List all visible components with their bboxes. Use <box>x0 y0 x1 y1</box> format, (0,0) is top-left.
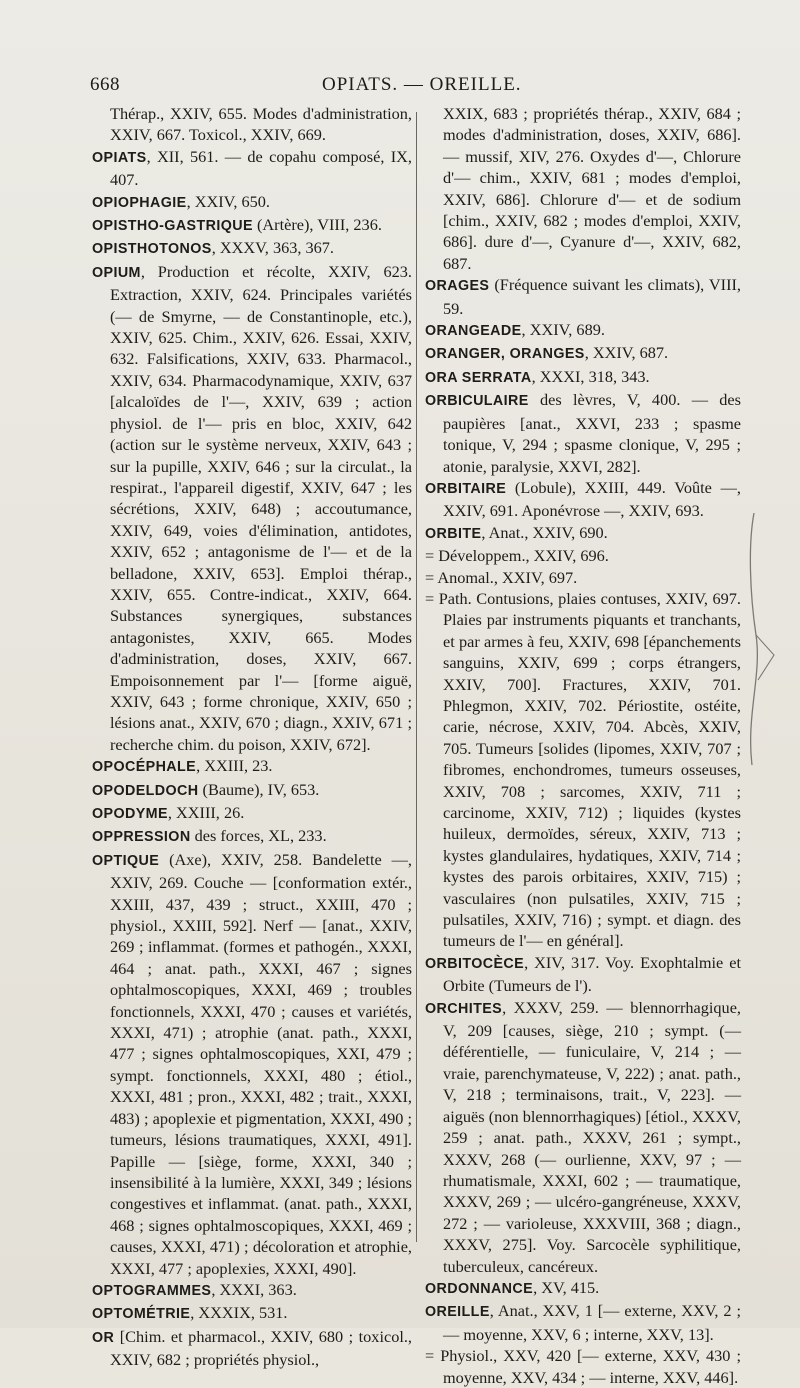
entry-headword: ORAGES <box>425 278 490 295</box>
entry-text: , XXIV, 687. <box>584 343 669 363</box>
index-entry <box>92 1279 412 1302</box>
entry-text: = Path. Contusions, plaies contuses, XXIV, 697. Plaies par instruments piquants et tranchants, et par armes à feu, XXIV, 698 [épanchements sanguins, XXIV, 699 ; corps étrangers, XXIV, 700]. Fractures, XXIV, 701. Phlegmon, XXIV, 702. Périostite, ostéite, carie, nécrose, XXIV, 704. Abcès, XXIV, 705. Tumeurs [solides (lipomes, XXIV, 707 ; fibromes, enchondromes, tumeurs osseuses, XXIV, 708 ; sarcomes, XXIV, 711 ; carcinome, XXIV, 712) ; liquides (kystes huileux, dermoïdes, séreux, XXIV, 713 ; kystes glandulaires, hydatiques, XXIV, 714 ; kystes des parois orbitaires, XXIV, 715) ; vasculaires (non pulsatiles, XXIV, 715 ; pulsatiles, XXIV, 716) ; sympt. et diagn. des tumeurs de l'— en général]. <box>425 588 741 951</box>
entry-headword: OPISTHOTONOS <box>92 241 212 258</box>
entry-text: (Axe), XXIV, 258. Bandelette —, XXIV, 269. Couche — [conformation extér., XXIII, 437, 439 ; struct., XXIII, 470 ; physiol., XXIII, 592]. Nerf — [anat., XXIV, 269 ; inflammat. (formes et pathogén., XXXI, 464 ; anat. path., XXXI, 467 ; signes ophtalmoscopiques, XXXI, 469 ; troubles fonctionnels, XXXI, 470 ; causes et variétés, XXXI, 471) ; atrophie (anat. path., XXXI, 477 ; signes ophtalmoscopiques, XXI, 479 ; sympt. fonctionnels, XXXI, 480 ; étiol., XXXI, 481 ; pron., XXXI, 482 ; trait., XXXI, 483) ; apoplexie et pigmentation, XXXI, 490 ; tumeurs, lésions traumatiques, XXXI, 491]. Papille — [siège, forme, XXXI, 340 ; insensibilité à la lumière, XXXI, 349 ; lésions congestives et inflammat. (anat. path., XXXI, 468 ; signes ophtalmoscopiques, XXXI, 469 ; causes, XXXI, 471) ; décoloration et atrophie, XXXI, 477 ; apoplexies, XXXI, 490]. <box>110 849 412 1278</box>
entry-text: , XIV, 317. Voy. Exophtalmie et Orbite (Tumeurs de l'). <box>443 952 741 996</box>
left-column <box>92 103 412 1371</box>
index-entry <box>92 849 412 1279</box>
entry-headword: ORBITAIRE <box>425 480 507 497</box>
entry-text: , XII, 561. — de copahu composé, IX, 407. <box>110 146 412 190</box>
index-entry <box>92 1326 412 1371</box>
entry-headword: ORBICULAIRE <box>425 393 529 410</box>
index-entry <box>425 545 741 566</box>
entry-text: , XXXIX, 531. <box>190 1303 288 1323</box>
index-entry <box>92 103 412 146</box>
index-entry <box>92 1302 412 1325</box>
index-entry <box>425 567 741 588</box>
index-entry <box>92 191 412 214</box>
index-entry <box>425 366 741 389</box>
entry-headword: OPIUM <box>92 264 141 281</box>
index-entry <box>425 477 741 522</box>
entry-headword: ORDONNANCE <box>425 1280 534 1297</box>
entry-headword: ORANGEADE <box>425 323 522 340</box>
entry-text: , XXXI, 318, 343. <box>531 366 650 386</box>
index-entry <box>425 1300 741 1345</box>
page-number: 668 <box>90 74 120 95</box>
index-entry <box>92 779 412 802</box>
entry-text: = Physiol., XXV, 420 [— externe, XXV, 430 ; moyenne, XXV, 434 ; — interne, XXV, 446]. <box>425 1346 741 1387</box>
right-column <box>425 103 741 1388</box>
entry-headword: ORA SERRATA <box>425 369 532 386</box>
entry-text: des forces, XL, 233. <box>190 826 327 846</box>
index-entry <box>425 319 741 342</box>
index-entry <box>92 146 412 191</box>
index-entry <box>92 802 412 825</box>
index-entry <box>92 755 412 778</box>
entry-headword: ORBITE <box>425 525 482 542</box>
entry-headword: ORBITOCÈCE <box>425 955 525 972</box>
index-entry <box>92 214 412 237</box>
entry-headword: OPIATS <box>92 149 147 166</box>
entry-headword: OPTIQUE <box>92 852 160 869</box>
entry-text: , Production et récolte, XXIV, 623. Extraction, XXIV, 624. Principales variétés (— de Smyrne, — de Constantinople, etc.), XXIV, 625. Chim., XXIV, 626. Essai, XXIV, 632. Falsifications, XXIV, 633. Pharmacol., XXIV, 634. Pharmacodynamique, XXIV, 637 [alcaloïdes de l'—, XXIV, 639 ; action physiol. de l'— pris en bloc, XXIV, 642 (action sur le système nerveux, XXIV, 643 ; sur la pupille, XXIV, 646 ; sur la circulat., la respirat., l'appareil digestif, XXIV, 647 ; les sécrétions, XXIV, 648) ; accoutumance, XXIV, 649, voies d'élimination, antidotes, XXIV, 652 ; antagonisme de l'— et de la belladone, XXIV, 653]. Emploi thérap., XXIV, 655. Contre-indicat., XXIV, 664. Substances synergiques, substances antagonistes, XXIV, 665. Modes d'administration, doses, XXIV, 667. Empoisonnement par l'— [forme aiguë, XXIV, 643 ; forme chronique, XXIV, 650 ; lésions anat., XXIV, 670 ; diagn., XXIV, 671 ; recherche chim. du poison, XXIV, 672]. <box>110 261 412 754</box>
index-entry <box>92 825 412 848</box>
index-entry <box>425 103 741 274</box>
entry-text: (Lobule), XXIII, 449. Voûte —, XXIV, 691. Aponévrose —, XXIV, 693. <box>443 477 741 521</box>
index-entry <box>425 389 741 477</box>
entry-text: , XXXV, 259. — blennorrhagique, V, 209 [causes, siège, 210 ; sympt. (— déférentielle, — funiculaire, V, 214 ; — vraie, parenchymateuse, V, 222) ; anat. path., V, 218 ; terminaisons, trait., V, 223]. — aiguës (non blennorrhagiques) [étiol., XXXV, 259 ; anat. path., XXXV, 261 ; sympt., XXXV, 268 (— ourlienne, XXV, 97 ; — rhumatismale, XXXI, 602 ; — traumatique, XXXV, 269 ; — ulcéro-gangréneuse, XXXV, 272 ; — varioleuse, XXXVIII, 368 ; diagn., XXXV, 275]. Voy. Sarcocèle syphilitique, tuberculeux, cancéreux. <box>443 997 741 1276</box>
column-divider <box>416 112 417 1242</box>
entry-text: (Fréquence suivant les climats), VIII, 59. <box>443 275 741 318</box>
entry-text: (Baume), IV, 653. <box>198 779 320 799</box>
page-header <box>90 74 740 104</box>
index-entry <box>425 274 741 319</box>
entry-text: Thérap., XXIV, 655. Modes d'administration, XXIV, 667. Toxicol., XXIV, 669. <box>110 104 412 145</box>
entry-text: , XXIV, 650. <box>186 191 270 211</box>
entry-text: , Anat., XXV, 1 [— externe, XXV, 2 ; — moyenne, XXV, 6 ; interne, XXV, 13]. <box>443 1301 741 1344</box>
entry-headword: ORANGER, ORANGES <box>425 346 585 363</box>
entry-text: XXIX, 683 ; propriétés thérap., XXIV, 684 ; modes d'administration, doses, XXIV, 686]. — mussif, XIV, 276. Oxydes d'—, Chlorure d'— chim., XXIV, 681 ; modes d'emploi, XXIV, 686]. Chlorure d'— et de sodium [chim., XXIV, 682 ; modes d'emploi, XXIV, 686]. dure d'—, Cyanure d'—, XXIV, 682, 687. <box>443 104 741 273</box>
index-entry <box>425 588 741 952</box>
index-entry <box>92 261 412 755</box>
entry-text: , Anat., XXIV, 690. <box>481 522 608 542</box>
index-entry <box>425 952 741 997</box>
entry-text: [Chim. et pharmacol., XXIV, 680 ; toxicol., XXIV, 682 ; propriétés physiol., <box>110 1326 412 1370</box>
entry-text: des lèvres, V, 400. — des paupières [anat., XXVI, 233 ; spasme tonique, V, 294 ; spasme clonique, V, 295 ; atonie, paralysie, XXVI, 282]. <box>443 390 741 476</box>
pencil-margin-mark <box>742 505 782 795</box>
entry-headword: OPISTHO-GASTRIQUE <box>92 218 253 235</box>
entry-text: , XV, 415. <box>533 1277 600 1297</box>
entry-headword: OPOCÉPHALE <box>92 759 197 776</box>
entry-headword: OPTOGRAMMES <box>92 1282 212 1299</box>
index-entry <box>92 237 412 260</box>
entry-headword: OPTOMÉTRIE <box>92 1306 191 1323</box>
entry-text: , XXIII, 26. <box>167 803 245 822</box>
entry-text: , XXIV, 689. <box>521 320 605 340</box>
entry-headword: OPODELDOCH <box>92 782 199 799</box>
entry-text: , XXXV, 363, 367. <box>211 238 335 258</box>
entry-text: = Développem., XXIV, 696. <box>425 546 609 566</box>
entry-headword: OREILLE <box>425 1304 490 1321</box>
running-head: OPIATS. — OREILLE. <box>322 74 522 95</box>
entry-text: = Anomal., XXIV, 697. <box>425 567 578 587</box>
index-entry <box>425 522 741 545</box>
entry-text: , XXIII, 23. <box>196 756 273 776</box>
entry-text: (Artère), VIII, 236. <box>252 215 382 235</box>
index-entry <box>425 997 741 1277</box>
entry-headword: OR <box>92 1329 115 1346</box>
entry-headword: ORCHITES <box>425 1000 503 1017</box>
index-entry <box>425 1277 741 1300</box>
entry-text: , XXXI, 363. <box>211 1279 297 1299</box>
entry-headword: OPODYME <box>92 806 168 822</box>
entry-headword: OPIOPHAGIE <box>92 194 187 211</box>
index-entry <box>425 342 741 365</box>
entry-headword: OPPRESSION <box>92 829 191 846</box>
index-entry <box>425 1345 741 1388</box>
